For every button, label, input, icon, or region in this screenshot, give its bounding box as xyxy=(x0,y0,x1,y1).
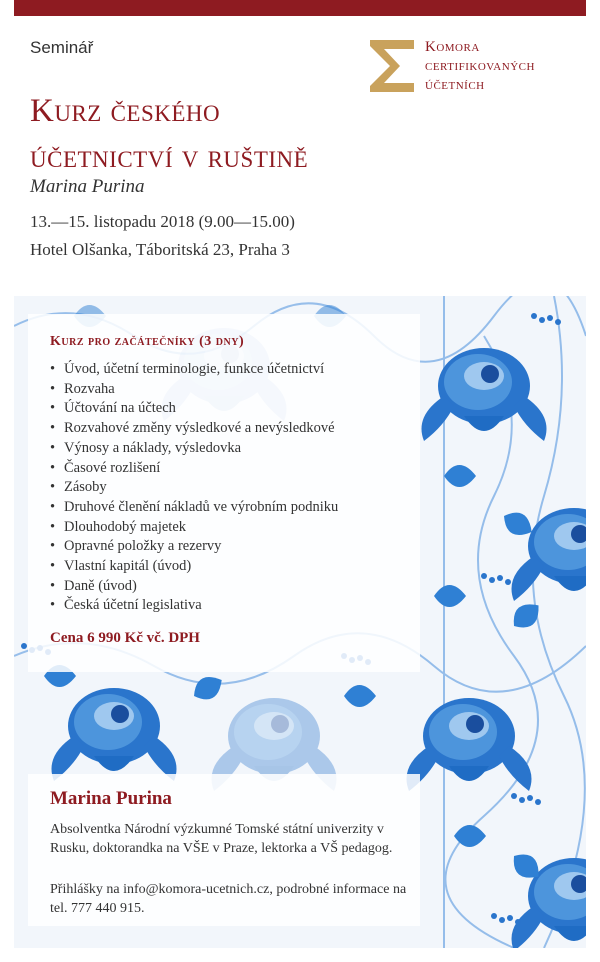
list-item: • Opravné položky a rezervy xyxy=(50,537,338,557)
title-line: účetnictví v ruštině xyxy=(30,139,309,175)
course-heading: Kurz pro začátečníky (3 dny) xyxy=(50,334,245,349)
list-item: • Česká účetní legislativa xyxy=(50,596,338,616)
list-item: • Dlouhodobý majetek xyxy=(50,518,338,538)
registration-contact: Přihlášky na info@komora-ucetnich.cz, podrobné informace na tel. 777 440 915. xyxy=(50,882,407,916)
page-title xyxy=(30,88,308,180)
event-venue: Hotel Olšanka, Táboritská 23, Praha 3 xyxy=(30,240,290,259)
logo-line: Komora xyxy=(425,39,480,55)
list-item: • Rozvahové změny výsledkové a nevýsledkové xyxy=(50,419,338,439)
list-item: • Účtování na účtech xyxy=(50,399,338,419)
list-item: • Rozvaha xyxy=(50,380,338,400)
list-item: • Úvod, účetní terminologie, funkce účetnictví xyxy=(50,360,338,380)
logo-line: účetních xyxy=(425,77,485,93)
lecturer-bio: Absolventka Národní výzkumné Tomské státní univerzity v Rusku, doktorandka na VŠE v Praze, lektorka a VŠ pedagog. xyxy=(50,822,393,856)
top-color-bar xyxy=(14,0,586,16)
list-item: • Daně (úvod) xyxy=(50,577,338,597)
lecturer-name: Marina Purina xyxy=(50,788,172,809)
title-line: Kurz českého xyxy=(30,93,221,129)
list-item: • Zásoby xyxy=(50,478,338,498)
author-name: Marina Purina xyxy=(30,176,145,197)
list-item: • Druhové členění nákladů ve výrobním podniku xyxy=(50,498,338,518)
logo-text xyxy=(425,38,535,95)
event-date: 13.—15. listopadu 2018 (9.00—15.00) xyxy=(30,212,295,231)
list-item: • Výnosy a náklady, výsledovka xyxy=(50,439,338,459)
header xyxy=(0,16,600,296)
list-item: • Vlastní kapitál (úvod) xyxy=(50,557,338,577)
course-topics-list xyxy=(50,360,338,616)
list-item: • Časové rozlišení xyxy=(50,459,338,479)
kicker-label: Seminář xyxy=(30,38,94,57)
course-price: Cena 6 990 Kč vč. DPH xyxy=(50,630,200,646)
logo-line: certifikovaných xyxy=(425,58,535,74)
logo xyxy=(370,36,580,106)
sigma-logo-icon xyxy=(370,40,420,92)
